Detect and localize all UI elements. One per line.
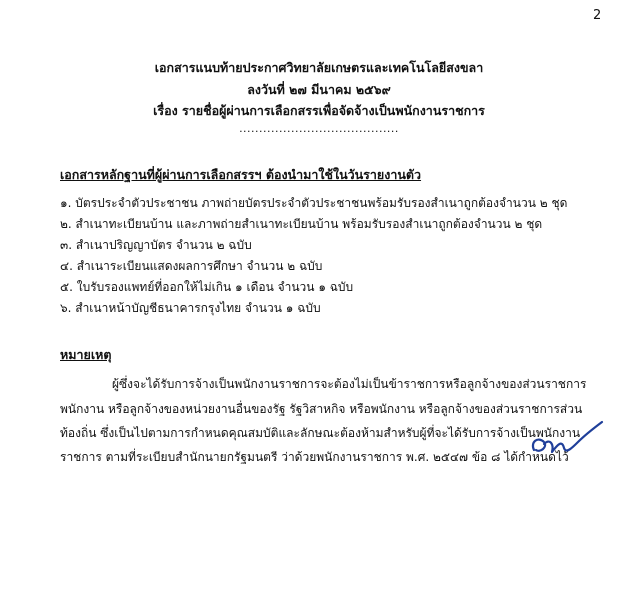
signature-mark — [528, 420, 608, 460]
remark-line: ผู้ซึ่งจะได้รับการจ้างเป็นพนักงานราชการจะต้องไม่เป็นข้าราชการหรือลูกจ้างของส่วนราชการ — [112, 377, 587, 391]
remark-line: ราชการ ตามที่ระเบียบสำนักนายกรัฐมนตรี ว่าด้วยพนักงานราชการ พ.ศ. ๒๕๔๗ ข้อ ๘ ได้กำหนดไว้ — [60, 450, 569, 464]
document-item: ๖. สำเนาหน้าบัญชีธนาคารกรุงไทย จำนวน ๑ ฉบับ — [60, 301, 321, 315]
document-item: ๓. สำเนาปริญญาบัตร จำนวน ๒ ฉบับ — [60, 238, 252, 252]
remark-title: หมายเหตุ — [60, 347, 112, 362]
document-item: ๔. สำเนาระเบียนแสดงผลการศึกษา จำนวน ๒ ฉบับ — [60, 259, 323, 273]
document-item: ๒. สำเนาทะเบียนบ้าน และภาพถ่ายสำเนาทะเบียนบ้าน พร้อมรับรองสำเนาถูกต้องจำนวน ๒ ชุด — [60, 217, 543, 231]
header-title: เอกสารแนบท้ายประกาศวิทยาลัยเกษตรและเทคโนโลยีสงขลา — [154, 60, 484, 75]
remark-line: พนักงาน หรือลูกจ้างของหน่วยงานอื่นของรัฐ รัฐวิสาหกิจ หรือพนักงาน หรือลูกจ้างของส่วนราชการส่วน — [60, 402, 583, 416]
document-item: ๕. ใบรับรองแพทย์ที่ออกให้ไม่เกิน ๑ เดือน จำนวน ๑ ฉบับ — [60, 280, 354, 294]
page-number: 2 — [593, 8, 602, 23]
header-subject: เรื่อง รายชื่อผู้ผ่านการเลือกสรรเพื่อจัดจ้างเป็นพนักงานราชการ — [153, 103, 485, 118]
document-item: ๑. บัตรประจำตัวประชาชน ภาพถ่ายบัตรประจำตัวประชาชนพร้อมรับรองสำเนาถูกต้องจำนวน ๒ ชุด — [60, 196, 568, 210]
header-divider-dots: ........................................ — [239, 122, 399, 135]
header-date: ลงวันที่ ๒๗ มีนาคม ๒๕๖๙ — [247, 82, 391, 97]
documents-section-title: เอกสารหลักฐานที่ผู้ผ่านการเลือกสรรฯ ต้องนำมาใช้ในวันรายงานตัว — [60, 167, 422, 182]
remark-line: ท้องถิ่น ซึ่งเป็นไปตามการกำหนดคุณสมบัติและลักษณะต้องห้ามสำหรับผู้ที่จะได้รับการจ้างเป็นพนักงาน — [60, 426, 581, 440]
